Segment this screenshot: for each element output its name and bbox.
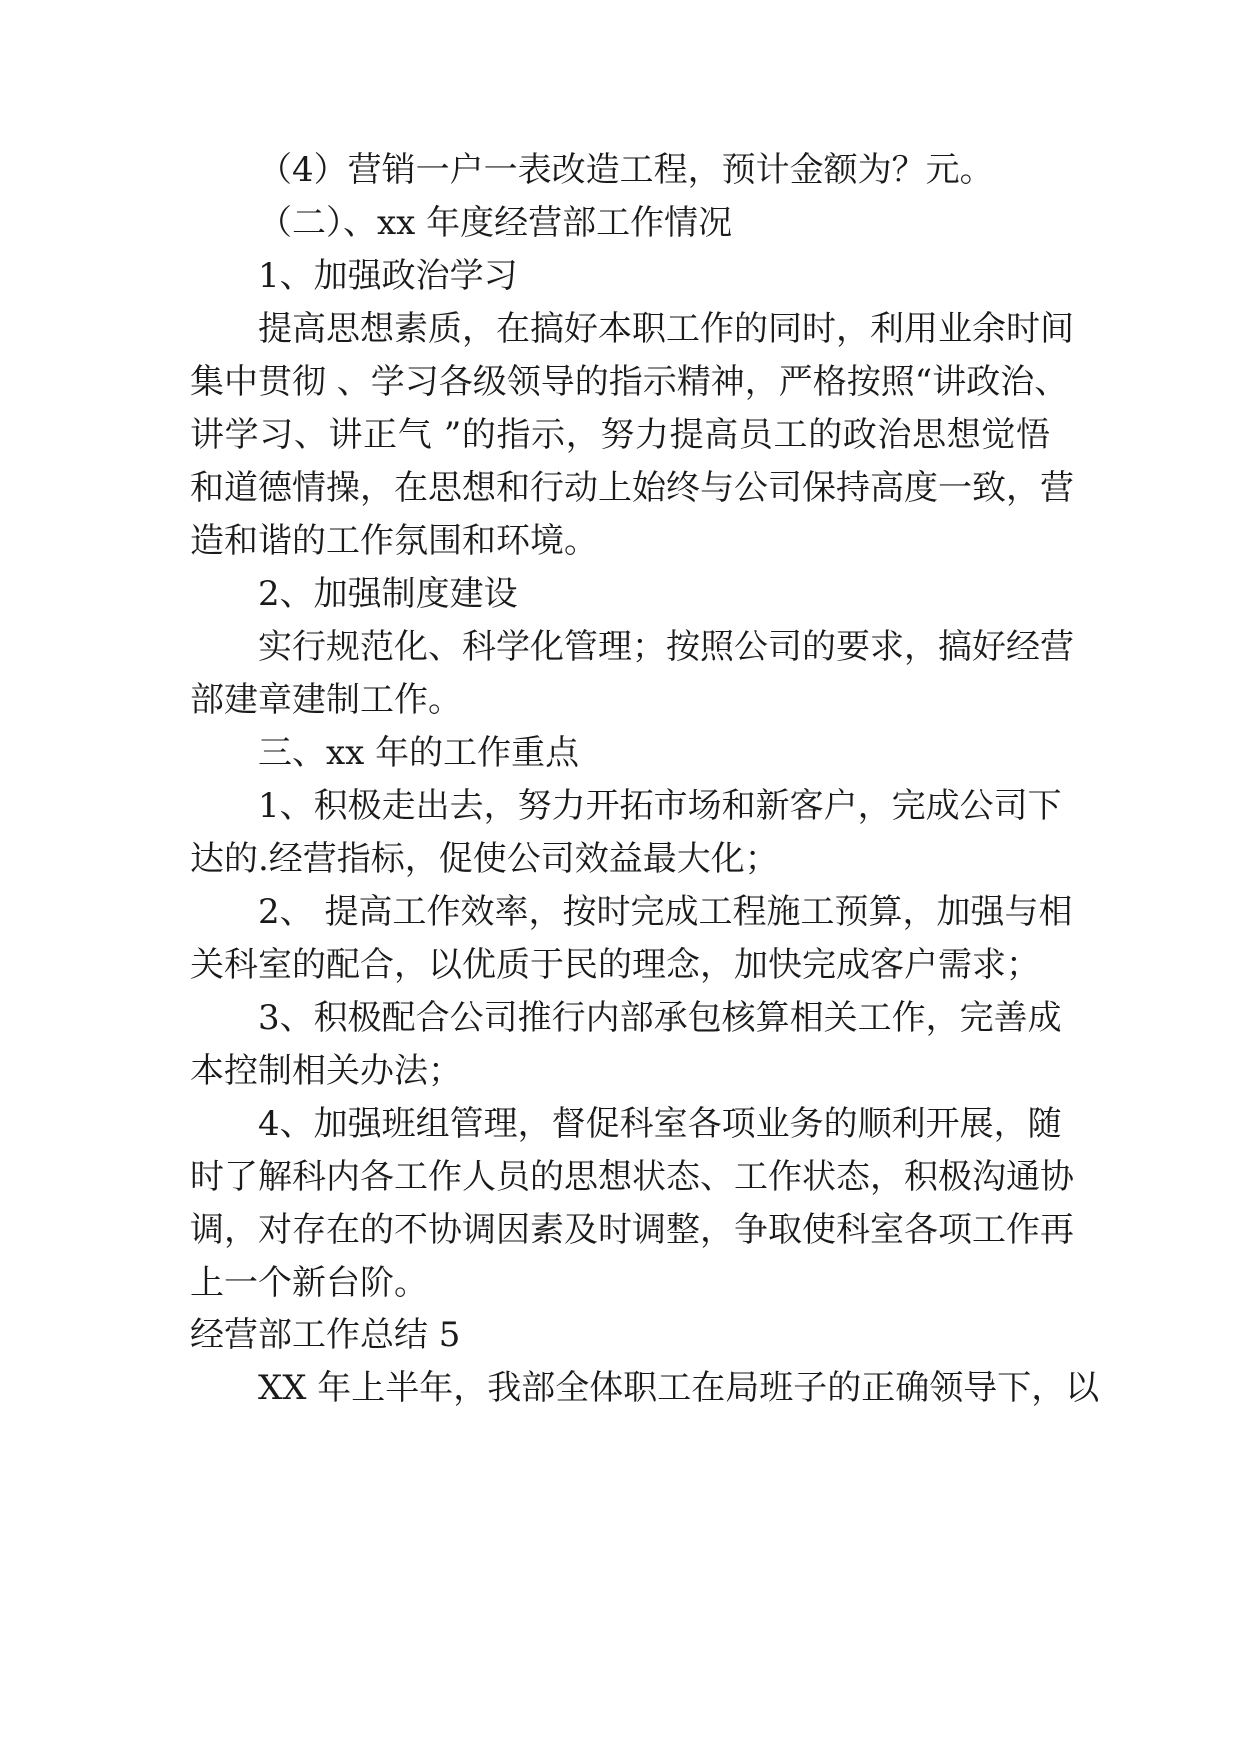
list-item-line: 时了解科内各工作人员的思想状态、工作状态，积极沟通协 <box>190 1157 1074 1197</box>
subheading-system-building: 2、加强制度建设 <box>258 574 518 614</box>
list-item-line: 调，对存在的不协调因素及时调整，争取使科室各项工作再 <box>190 1210 1074 1250</box>
list-item-line: 1、积极走出去，努力开拓市场和新客户，完成公司下 <box>258 786 1062 826</box>
list-item-line: 上一个新台阶。 <box>190 1263 428 1303</box>
paragraph-line: 和道德情操，在思想和行动上始终与公司保持高度一致，营 <box>190 468 1074 508</box>
paragraph-line: XX 年上半年，我部全体职工在局班子的正确领导下，以 <box>258 1368 1100 1408</box>
section-heading-3: 三、xx 年的工作重点 <box>258 733 580 773</box>
list-item-line: 本控制相关办法； <box>190 1051 462 1091</box>
list-item-line: 4、加强班组管理，督促科室各项业务的顺利开展，随 <box>258 1104 1062 1144</box>
list-item-line: 3、积极配合公司推行内部承包核算相关工作，完善成 <box>258 998 1062 1038</box>
list-item-line: 关科室的配合，以优质于民的理念，加快完成客户需求； <box>190 945 1040 985</box>
list-item-line: 2、 提高工作效率，按时完成工程施工预算，加强与相 <box>258 892 1073 932</box>
text-line-item-4: （4）营销一户一表改造工程，预计金额为？元。 <box>258 150 994 190</box>
paragraph-line: 部建章建制工作。 <box>190 680 462 720</box>
section-heading-2: （二）、xx 年度经营部工作情况 <box>258 203 733 243</box>
paragraph-line: 讲学习、讲正气 ”的指示，努力提高员工的政治思想觉悟 <box>190 415 1050 455</box>
list-item-line: 达的.经营指标，促使公司效益最大化； <box>190 839 779 879</box>
document-section-title: 经营部工作总结 5 <box>190 1315 461 1355</box>
subheading-political-study: 1、加强政治学习 <box>258 256 518 296</box>
paragraph-line: 集中贯彻 、学习各级领导的指示精神，严格按照“讲政治、 <box>190 362 1069 402</box>
paragraph-line: 造和谐的工作氛围和环境。 <box>190 521 598 561</box>
paragraph-line: 实行规范化、科学化管理；按照公司的要求，搞好经营 <box>258 627 1074 667</box>
paragraph-line: 提高思想素质，在搞好本职工作的同时，利用业余时间 <box>258 309 1074 349</box>
